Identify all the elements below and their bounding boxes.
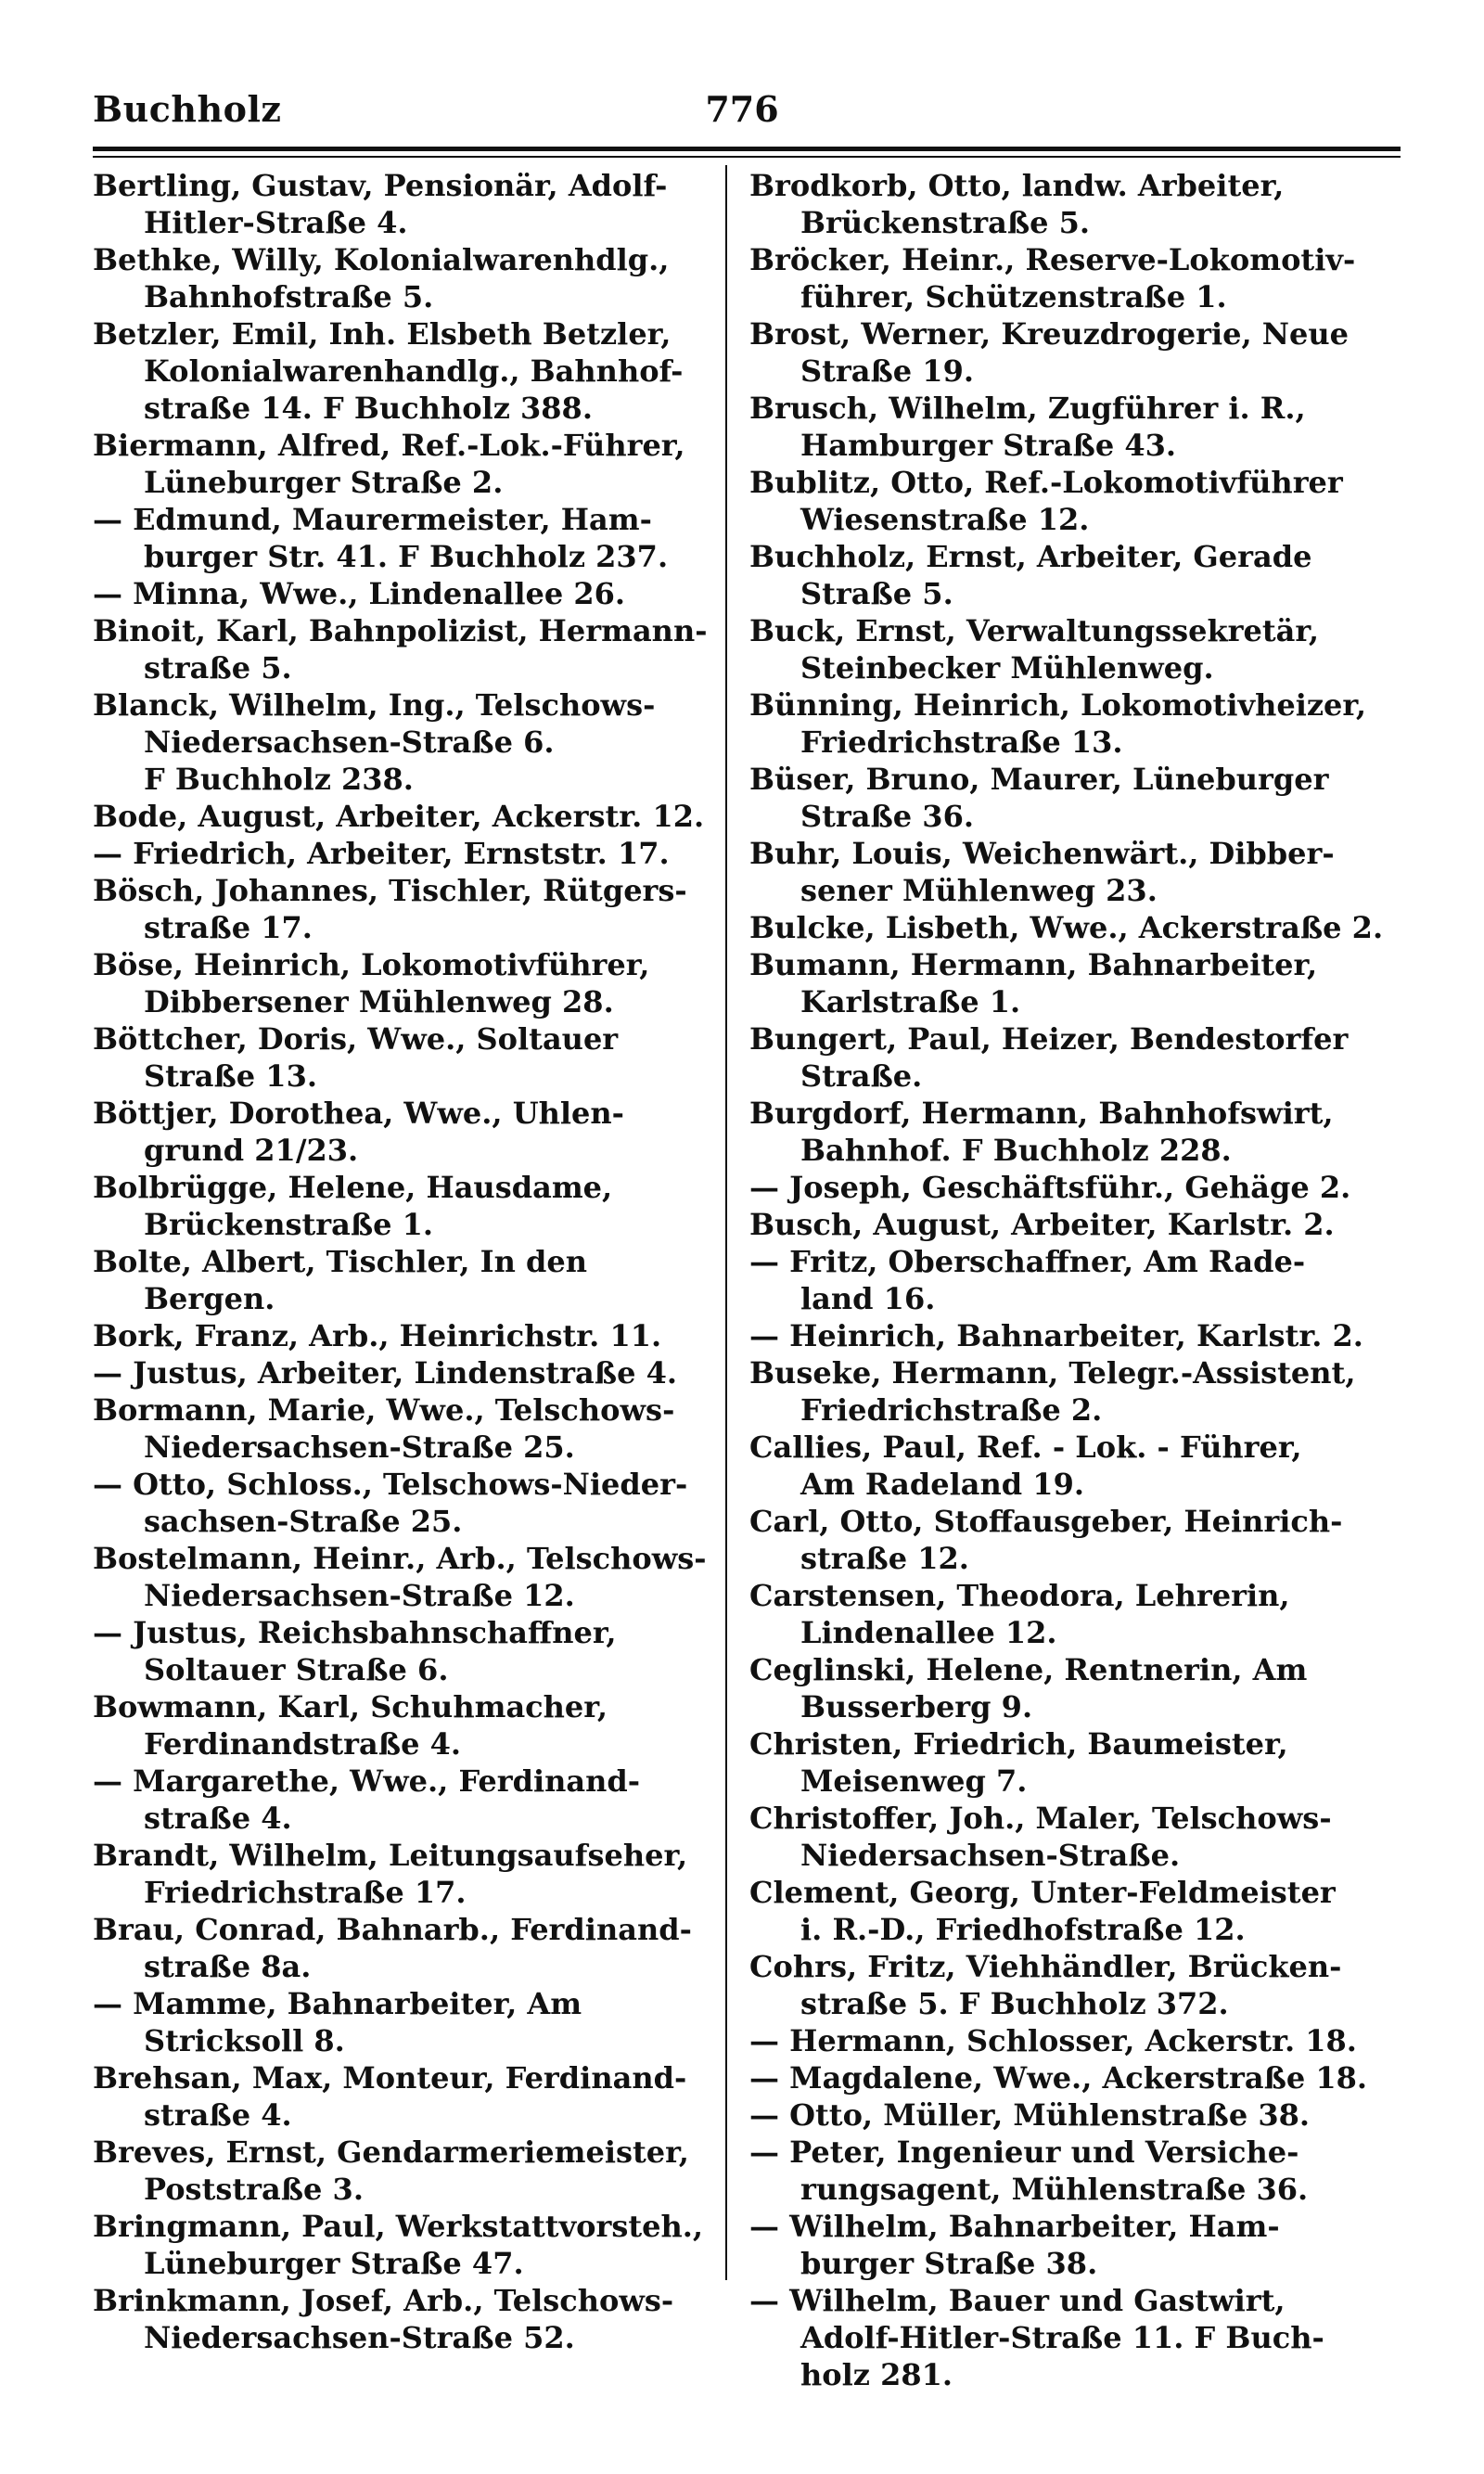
entry-continuation-line: Brückenstraße 5. bbox=[800, 205, 1091, 240]
entry-line: Christen, Friedrich, Baumeister, bbox=[749, 1726, 1288, 1762]
directory-entry bbox=[749, 2282, 1399, 2393]
entry-continuation-line: burger Str. 41. F Buchholz 237. bbox=[144, 539, 669, 574]
entry-continuation-line: Adolf-Hitler-Straße 11. F Buch- bbox=[800, 2320, 1324, 2355]
entry-continuation-line: straße 12. bbox=[800, 1541, 969, 1576]
entry-line: Carstensen, Theodora, Lehrerin, bbox=[749, 1578, 1290, 1613]
directory-entry bbox=[93, 872, 714, 946]
directory-entry bbox=[749, 241, 1399, 315]
directory-entry bbox=[749, 1317, 1399, 1354]
entry-line: Bostelmann, Heinr., Arb., Telschows- bbox=[93, 1541, 707, 1576]
directory-entry bbox=[749, 1095, 1399, 1169]
directory-entry bbox=[93, 835, 714, 872]
entry-continuation-line: Lüneburger Straße 2. bbox=[144, 465, 504, 500]
entry-continuation-line: Bergen. bbox=[144, 1281, 275, 1316]
entry-line: Busch, August, Arbeiter, Karlstr. 2. bbox=[749, 1207, 1335, 1242]
entry-line: Bröcker, Heinr., Reserve-Lokomotiv- bbox=[749, 242, 1356, 277]
directory-entry bbox=[93, 612, 714, 686]
entry-continuation-line: Soltauer Straße 6. bbox=[144, 1652, 449, 1687]
entry-continuation-line: sachsen-Straße 25. bbox=[144, 1504, 463, 1539]
entry-continuation-line: Bahnhofstraße 5. bbox=[144, 279, 434, 314]
page-header bbox=[93, 88, 1391, 144]
entry-line: Bünning, Heinrich, Lokomotivheizer, bbox=[749, 687, 1367, 723]
entry-continuation-line: Stricksoll 8. bbox=[144, 2023, 345, 2058]
entry-line: Carl, Otto, Stoffausgeber, Heinrich- bbox=[749, 1504, 1343, 1539]
entry-line: Buck, Ernst, Verwaltungssekretär, bbox=[749, 613, 1320, 648]
entry-line: Büser, Bruno, Maurer, Lüneburger bbox=[749, 762, 1329, 797]
directory-entry bbox=[93, 501, 714, 575]
header-rule-thick bbox=[93, 147, 1401, 151]
entry-line: Callies, Paul, Ref. - Lok. - Führer, bbox=[749, 1429, 1302, 1465]
running-head-title: Buchholz bbox=[93, 88, 282, 130]
entry-line: — Mamme, Bahnarbeiter, Am bbox=[93, 1986, 582, 2021]
entry-continuation-line: führer, Schützenstraße 1. bbox=[800, 279, 1227, 314]
entry-line: Buchholz, Ernst, Arbeiter, Gerade bbox=[749, 539, 1312, 574]
entry-continuation-line: Lindenallee 12. bbox=[800, 1615, 1057, 1650]
entry-line: Bormann, Marie, Wwe., Telschows- bbox=[93, 1392, 675, 1428]
entry-line: Brinkmann, Josef, Arb., Telschows- bbox=[93, 2283, 674, 2318]
directory-entry bbox=[749, 464, 1399, 538]
entry-line: Böttcher, Doris, Wwe., Soltauer bbox=[93, 1021, 619, 1057]
entry-continuation-line: grund 21/23. bbox=[144, 1133, 359, 1168]
directory-entry bbox=[93, 1540, 714, 1614]
directory-entry bbox=[749, 1725, 1399, 1800]
entry-line: Bolte, Albert, Tischler, In den bbox=[93, 1244, 588, 1279]
entry-continuation-line: Straße 13. bbox=[144, 1058, 317, 1094]
entry-continuation-line: Ferdinandstraße 4. bbox=[144, 1726, 461, 1762]
entry-continuation-line: Friedrichstraße 2. bbox=[800, 1392, 1103, 1428]
entry-continuation-line: Straße 36. bbox=[800, 799, 974, 834]
entry-continuation-line: Friedrichstraße 17. bbox=[144, 1875, 467, 1910]
entry-line: Clement, Georg, Unter-Feldmeister bbox=[749, 1875, 1336, 1910]
entry-line: Bolbrügge, Helene, Hausdame, bbox=[93, 1170, 613, 1205]
directory-entry bbox=[93, 946, 714, 1020]
entry-continuation-line: Kolonialwarenhandlg., Bahnhof- bbox=[144, 353, 684, 389]
directory-entry bbox=[749, 1874, 1399, 1948]
entry-line: Brost, Werner, Kreuzdrogerie, Neue bbox=[749, 316, 1349, 352]
directory-entry bbox=[749, 761, 1399, 835]
entry-continuation-line: Dibbersener Mühlenweg 28. bbox=[144, 984, 614, 1019]
entry-continuation-line: F Buchholz 238. bbox=[144, 762, 414, 797]
directory-entry bbox=[749, 1503, 1399, 1577]
entry-line: Bungert, Paul, Heizer, Bendestorfer bbox=[749, 1021, 1349, 1057]
entry-continuation-line: Niedersachsen-Straße 12. bbox=[144, 1578, 575, 1613]
directory-entry bbox=[93, 1095, 714, 1169]
directory-entry bbox=[93, 1763, 714, 1837]
directory-entry bbox=[749, 2134, 1399, 2208]
directory-entry bbox=[749, 612, 1399, 686]
entry-continuation-line: Karlstraße 1. bbox=[800, 984, 1021, 1019]
directory-entry bbox=[93, 1614, 714, 1688]
entry-line: Brodkorb, Otto, landw. Arbeiter, bbox=[749, 168, 1285, 203]
directory-entry bbox=[749, 1020, 1399, 1095]
entry-line: Brusch, Wilhelm, Zugführer i. R., bbox=[749, 391, 1306, 426]
entry-continuation-line: Straße 5. bbox=[800, 576, 953, 611]
directory-entry bbox=[749, 1429, 1399, 1503]
left-column bbox=[93, 167, 714, 2356]
entry-continuation-line: Busserberg 9. bbox=[800, 1689, 1033, 1724]
entry-line: Böttjer, Dorothea, Wwe., Uhlen- bbox=[93, 1096, 624, 1131]
entry-line: Bulcke, Lisbeth, Wwe., Ackerstraße 2. bbox=[749, 910, 1384, 945]
entry-continuation-line: Meisenweg 7. bbox=[800, 1763, 1028, 1799]
directory-entry bbox=[93, 167, 714, 241]
directory-entry bbox=[749, 315, 1399, 390]
entry-line: Cohrs, Fritz, Viehhändler, Brücken- bbox=[749, 1949, 1342, 1984]
entry-continuation-line: rungsagent, Mühlenstraße 36. bbox=[800, 2172, 1309, 2207]
directory-entry bbox=[93, 1020, 714, 1095]
directory-entry bbox=[749, 1800, 1399, 1874]
entry-continuation-line: burger Straße 38. bbox=[800, 2246, 1098, 2281]
entry-line: Bode, August, Arbeiter, Ackerstr. 12. bbox=[93, 799, 705, 834]
entry-line: — Friedrich, Arbeiter, Ernststr. 17. bbox=[93, 836, 670, 871]
entry-line: — Hermann, Schlosser, Ackerstr. 18. bbox=[749, 2023, 1357, 2058]
directory-entry bbox=[749, 1169, 1399, 1206]
entry-line: Betzler, Emil, Inh. Elsbeth Betzler, bbox=[93, 316, 672, 352]
entry-line: Böse, Heinrich, Lokomotivführer, bbox=[93, 947, 650, 982]
directory-entry bbox=[749, 167, 1399, 241]
directory-entry bbox=[93, 1169, 714, 1243]
entry-line: Brau, Conrad, Bahnarb., Ferdinand- bbox=[93, 1912, 692, 1947]
entry-line: Bringmann, Paul, Werkstattvorsteh., bbox=[93, 2209, 704, 2244]
entry-continuation-line: Hitler-Straße 4. bbox=[144, 205, 408, 240]
entry-line: — Heinrich, Bahnarbeiter, Karlstr. 2. bbox=[749, 1318, 1363, 1353]
entry-continuation-line: straße 5. bbox=[144, 650, 292, 686]
directory-entry bbox=[749, 538, 1399, 612]
directory-entry bbox=[93, 575, 714, 612]
entry-continuation-line: Niedersachsen-Straße 25. bbox=[144, 1429, 575, 1465]
entry-line: Bork, Franz, Arb., Heinrichstr. 11. bbox=[93, 1318, 662, 1353]
entry-continuation-line: Steinbecker Mühlenweg. bbox=[800, 650, 1214, 686]
entry-line: Bumann, Hermann, Bahnarbeiter, bbox=[749, 947, 1318, 982]
directory-entry bbox=[749, 686, 1399, 761]
header-rule-thin bbox=[93, 156, 1401, 158]
entry-line: — Joseph, Geschäftsführ., Gehäge 2. bbox=[749, 1170, 1351, 1205]
entry-continuation-line: straße 8a. bbox=[144, 1949, 312, 1984]
directory-entry bbox=[93, 1911, 714, 1985]
directory-entry bbox=[93, 798, 714, 835]
entry-line: Bowmann, Karl, Schuhmacher, bbox=[93, 1689, 608, 1724]
entry-continuation-line: Niedersachsen-Straße. bbox=[800, 1838, 1181, 1873]
entry-line: Bublitz, Otto, Ref.-Lokomotivführer bbox=[749, 465, 1343, 500]
entry-continuation-line: straße 14. F Buchholz 388. bbox=[144, 391, 593, 426]
entry-continuation-line: sener Mühlenweg 23. bbox=[800, 873, 1158, 908]
directory-entry bbox=[93, 241, 714, 315]
directory-entry bbox=[749, 2208, 1399, 2282]
directory-entry bbox=[749, 1577, 1399, 1651]
entry-line: Brandt, Wilhelm, Leitungsaufseher, bbox=[93, 1838, 688, 1873]
entry-line: Blanck, Wilhelm, Ing., Telschows- bbox=[93, 687, 656, 723]
entry-line: — Wilhelm, Bahnarbeiter, Ham- bbox=[749, 2209, 1280, 2244]
entry-line: Brehsan, Max, Monteur, Ferdinand- bbox=[93, 2060, 687, 2096]
entry-continuation-line: Lüneburger Straße 47. bbox=[144, 2246, 524, 2281]
directory-entry bbox=[93, 1317, 714, 1354]
directory-entry bbox=[93, 427, 714, 501]
directory-entry bbox=[749, 2059, 1399, 2096]
entry-continuation-line: straße 17. bbox=[144, 910, 313, 945]
entry-continuation-line: Poststraße 3. bbox=[144, 2172, 364, 2207]
directory-entry bbox=[749, 909, 1399, 946]
directory-entry bbox=[93, 2134, 714, 2208]
entry-line: Bösch, Johannes, Tischler, Rütgers- bbox=[93, 873, 687, 908]
entry-line: — Minna, Wwe., Lindenallee 26. bbox=[93, 576, 626, 611]
directory-entry bbox=[749, 390, 1399, 464]
entry-line: Ceglinski, Helene, Rentnerin, Am bbox=[749, 1652, 1308, 1687]
right-column bbox=[749, 167, 1399, 2393]
entry-continuation-line: Am Radeland 19. bbox=[800, 1467, 1084, 1502]
entry-line: Bethke, Willy, Kolonialwarenhdlg., bbox=[93, 242, 670, 277]
entry-line: Binoit, Karl, Bahnpolizist, Hermann- bbox=[93, 613, 708, 648]
directory-entry bbox=[93, 2208, 714, 2282]
entry-continuation-line: Straße. bbox=[800, 1058, 923, 1094]
entry-line: — Fritz, Oberschaffner, Am Rade- bbox=[749, 1244, 1306, 1279]
entry-continuation-line: Friedrichstraße 13. bbox=[800, 724, 1123, 760]
directory-entry bbox=[93, 686, 714, 798]
directory-entry bbox=[749, 1948, 1399, 2022]
directory-entry bbox=[93, 1837, 714, 1911]
directory-entry bbox=[749, 2022, 1399, 2059]
entry-line: Buseke, Hermann, Telegr.-Assistent, bbox=[749, 1355, 1356, 1391]
directory-entry bbox=[749, 835, 1399, 909]
directory-entry bbox=[93, 2059, 714, 2134]
entry-continuation-line: straße 5. F Buchholz 372. bbox=[800, 1986, 1229, 2021]
directory-entry bbox=[93, 1985, 714, 2059]
entry-continuation-line: holz 281. bbox=[800, 2357, 953, 2392]
entry-line: Buhr, Louis, Weichenwärt., Dibber- bbox=[749, 836, 1335, 871]
directory-entry bbox=[93, 315, 714, 427]
entry-line: — Justus, Reichsbahnschaffner, bbox=[93, 1615, 617, 1650]
directory-entry bbox=[93, 1466, 714, 1540]
entry-continuation-line: Niedersachsen-Straße 52. bbox=[144, 2320, 575, 2355]
directory-entry bbox=[749, 1243, 1399, 1317]
entry-continuation-line: Hamburger Straße 43. bbox=[800, 428, 1177, 463]
entry-line: Breves, Ernst, Gendarmeriemeister, bbox=[93, 2134, 689, 2170]
entry-line: — Otto, Müller, Mühlenstraße 38. bbox=[749, 2097, 1310, 2133]
directory-entry bbox=[749, 946, 1399, 1020]
entry-line: Burgdorf, Hermann, Bahnhofswirt, bbox=[749, 1096, 1334, 1131]
entry-continuation-line: land 16. bbox=[800, 1281, 936, 1316]
directory-entry bbox=[749, 1206, 1399, 1243]
entry-continuation-line: Straße 19. bbox=[800, 353, 974, 389]
column-divider bbox=[725, 165, 727, 2280]
entry-line: — Wilhelm, Bauer und Gastwirt, bbox=[749, 2283, 1286, 2318]
entry-line: Bertling, Gustav, Pensionär, Adolf- bbox=[93, 168, 668, 203]
entry-line: Christoffer, Joh., Maler, Telschows- bbox=[749, 1801, 1332, 1836]
directory-entry bbox=[93, 1391, 714, 1466]
directory-entry bbox=[749, 1651, 1399, 1725]
entry-line: — Edmund, Maurermeister, Ham- bbox=[93, 502, 652, 537]
page-number: 776 bbox=[705, 88, 779, 130]
directory-entry bbox=[749, 2096, 1399, 2134]
entry-line: — Peter, Ingenieur und Versiche- bbox=[749, 2134, 1299, 2170]
directory-entry bbox=[93, 2282, 714, 2356]
entry-line: Biermann, Alfred, Ref.-Lok.-Führer, bbox=[93, 428, 685, 463]
entry-line: — Magdalene, Wwe., Ackerstraße 18. bbox=[749, 2060, 1368, 2096]
entry-continuation-line: Niedersachsen-Straße 6. bbox=[144, 724, 555, 760]
directory-entry bbox=[749, 1354, 1399, 1429]
directory-entry bbox=[93, 1688, 714, 1763]
entry-line: — Margarethe, Wwe., Ferdinand- bbox=[93, 1763, 641, 1799]
entry-continuation-line: straße 4. bbox=[144, 1801, 292, 1836]
entry-line: — Justus, Arbeiter, Lindenstraße 4. bbox=[93, 1355, 677, 1391]
entry-continuation-line: Bahnhof. F Buchholz 228. bbox=[800, 1133, 1232, 1168]
entry-continuation-line: Wiesenstraße 12. bbox=[800, 502, 1090, 537]
directory-entry bbox=[93, 1243, 714, 1317]
entry-continuation-line: i. R.-D., Friedhofstraße 12. bbox=[800, 1912, 1246, 1947]
entry-line: — Otto, Schloss., Telschows-Nieder- bbox=[93, 1467, 688, 1502]
entry-continuation-line: Brückenstraße 1. bbox=[144, 1207, 434, 1242]
directory-entry bbox=[93, 1354, 714, 1391]
entry-continuation-line: straße 4. bbox=[144, 2097, 292, 2133]
